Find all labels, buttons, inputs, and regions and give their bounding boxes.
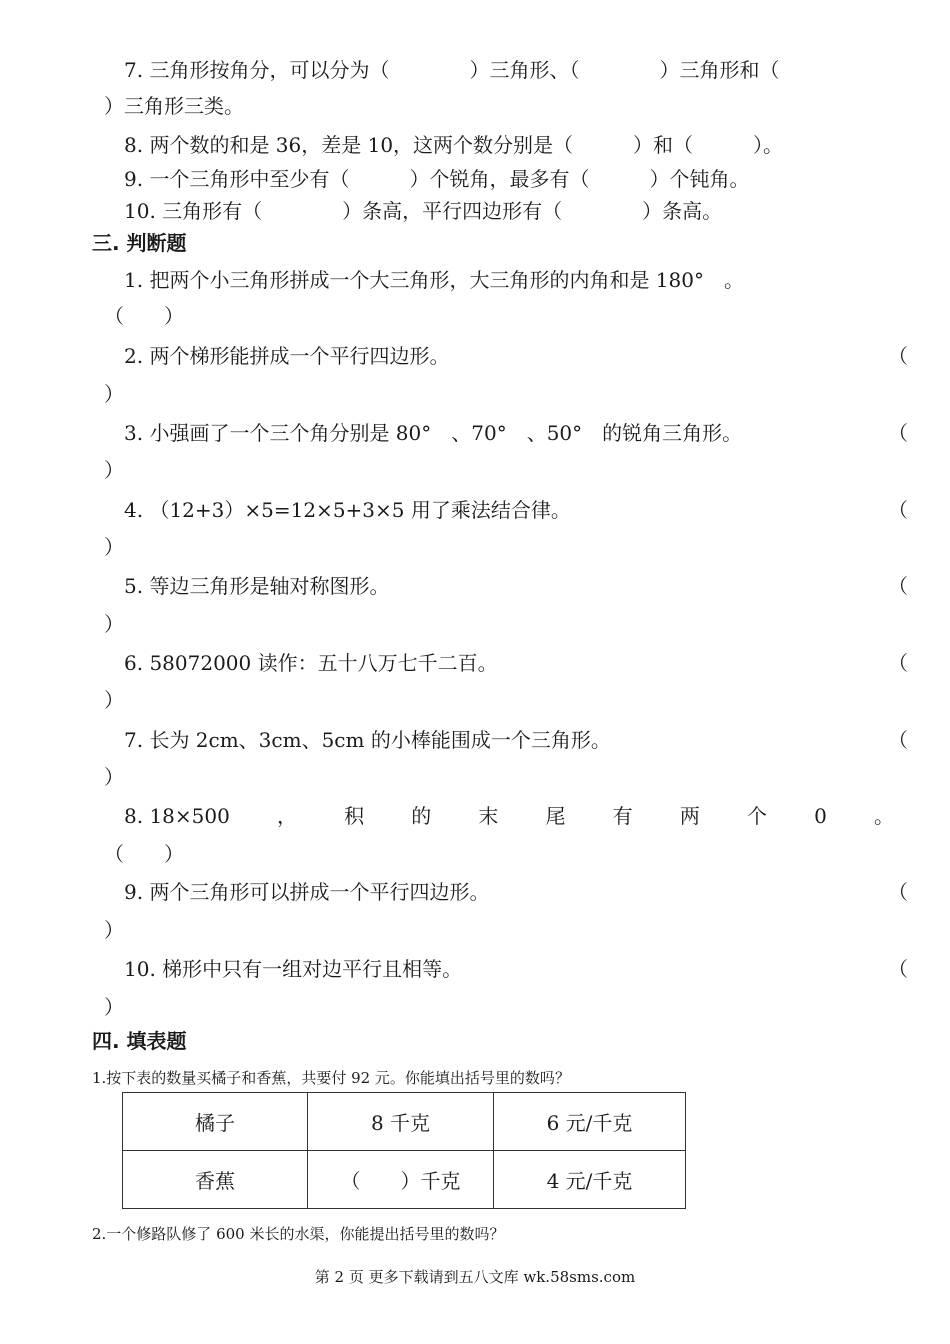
judge-answer-2-close[interactable]: ）: [104, 382, 124, 406]
purchase-table: [122, 1092, 686, 1209]
fill-question-7-line1: 7. 三角形按角分，可以分为（ ）三角形、（ ）三角形和（: [124, 58, 780, 82]
judge-answer-7-open[interactable]: （: [888, 728, 908, 752]
judge-answer-4-close[interactable]: ）: [104, 535, 124, 559]
judge-answer-8[interactable]: （ ）: [104, 842, 184, 866]
judge-question-10: 10. 梯形中只有一组对边平行且相等。: [124, 957, 463, 981]
judge-answer-3-close[interactable]: ）: [104, 458, 124, 482]
judge-answer-5-open[interactable]: （: [888, 574, 908, 598]
table-question-2: 2.一个修路队修了 600 米长的水渠，你能提出括号里的数吗？: [92, 1225, 505, 1243]
judge-question-3: 3. 小强画了一个三个角分别是 80° 、70° 、50° 的锐角三角形。: [124, 421, 743, 445]
judge-answer-6-open[interactable]: （: [888, 651, 908, 675]
judge-question-5: 5. 等边三角形是轴对称图形。: [124, 574, 390, 598]
judge-question-7: 7. 长为 2cm、3cm、5cm 的小棒能围成一个三角形。: [124, 728, 611, 752]
judge-question-8-part: 0: [814, 804, 827, 828]
fill-question-10: 10. 三角形有（ ）条高，平行四边形有（ ）条高。: [124, 199, 723, 223]
judge-answer-3-open[interactable]: （: [888, 421, 908, 445]
judge-question-8-part: 有: [612, 804, 633, 828]
fill-question-8: 8. 两个数的和是 36，差是 10，这两个数分别是（ ）和（ ）。: [124, 133, 784, 157]
table-cell-item: 香蕉: [123, 1151, 308, 1209]
judge-answer-7-close[interactable]: ）: [104, 765, 124, 789]
judge-answer-9-close[interactable]: ）: [104, 918, 124, 942]
judge-question-8-part: 两: [679, 804, 700, 828]
judge-answer-10-close[interactable]: ）: [104, 995, 124, 1019]
table-cell-item: 橘子: [123, 1093, 308, 1151]
section-heading-fill-table: 四. 填表题: [92, 1029, 187, 1053]
page-footer: 第 2 页 更多下载请到五八文库 wk.58sms.com: [314, 1268, 636, 1286]
table-row: [123, 1151, 686, 1209]
judge-question-1: 1. 把两个小三角形拼成一个大三角形，大三角形的内角和是 180° 。: [124, 268, 744, 292]
judge-answer-5-close[interactable]: ）: [104, 612, 124, 636]
section-heading-judgement: 三. 判断题: [92, 231, 187, 255]
table-cell-price: 4 元/千克: [494, 1151, 686, 1209]
judge-answer-9-open[interactable]: （: [888, 880, 908, 904]
judge-answer-6-close[interactable]: ）: [104, 688, 124, 712]
fill-question-7-line2: ）三角形三类。: [104, 94, 244, 118]
judge-answer-10-open[interactable]: （: [888, 957, 908, 981]
judge-question-6: 6. 58072000 读作：五十八万七千二百。: [124, 651, 498, 675]
judge-question-2: 2. 两个梯形能拼成一个平行四边形。: [124, 344, 450, 368]
judge-question-8-part: 尾: [545, 804, 566, 828]
judge-question-8-part: 个: [746, 804, 767, 828]
judge-answer-1[interactable]: （ ）: [104, 304, 184, 328]
judge-question-8: [124, 802, 894, 830]
judge-question-8-part: 8. 18×500: [124, 804, 230, 828]
judge-answer-4-open[interactable]: （: [888, 498, 908, 522]
table-row: [123, 1093, 686, 1151]
judge-question-8-part: 积: [344, 804, 365, 828]
judge-question-9: 9. 两个三角形可以拼成一个平行四边形。: [124, 880, 490, 904]
judge-question-8-part: 的: [411, 804, 432, 828]
fill-question-9: 9. 一个三角形中至少有（ ）个锐角，最多有（ ）个钝角。: [124, 167, 750, 191]
table-cell-quantity-blank[interactable]: （ ）千克: [308, 1151, 494, 1209]
judge-question-8-part: 末: [478, 804, 499, 828]
table-question-1: 1.按下表的数量买橘子和香蕉，共要付 92 元。你能填出括号里的数吗？: [92, 1069, 570, 1087]
judge-answer-2-open[interactable]: （: [888, 344, 908, 368]
judge-question-8-part: ，: [276, 804, 297, 828]
table-cell-price: 6 元/千克: [494, 1093, 686, 1151]
judge-question-8-part: 。: [873, 804, 894, 828]
table-cell-quantity: 8 千克: [308, 1093, 494, 1151]
judge-question-4: 4. （12+3）×5=12×5+3×5 用了乘法结合律。: [124, 498, 571, 522]
